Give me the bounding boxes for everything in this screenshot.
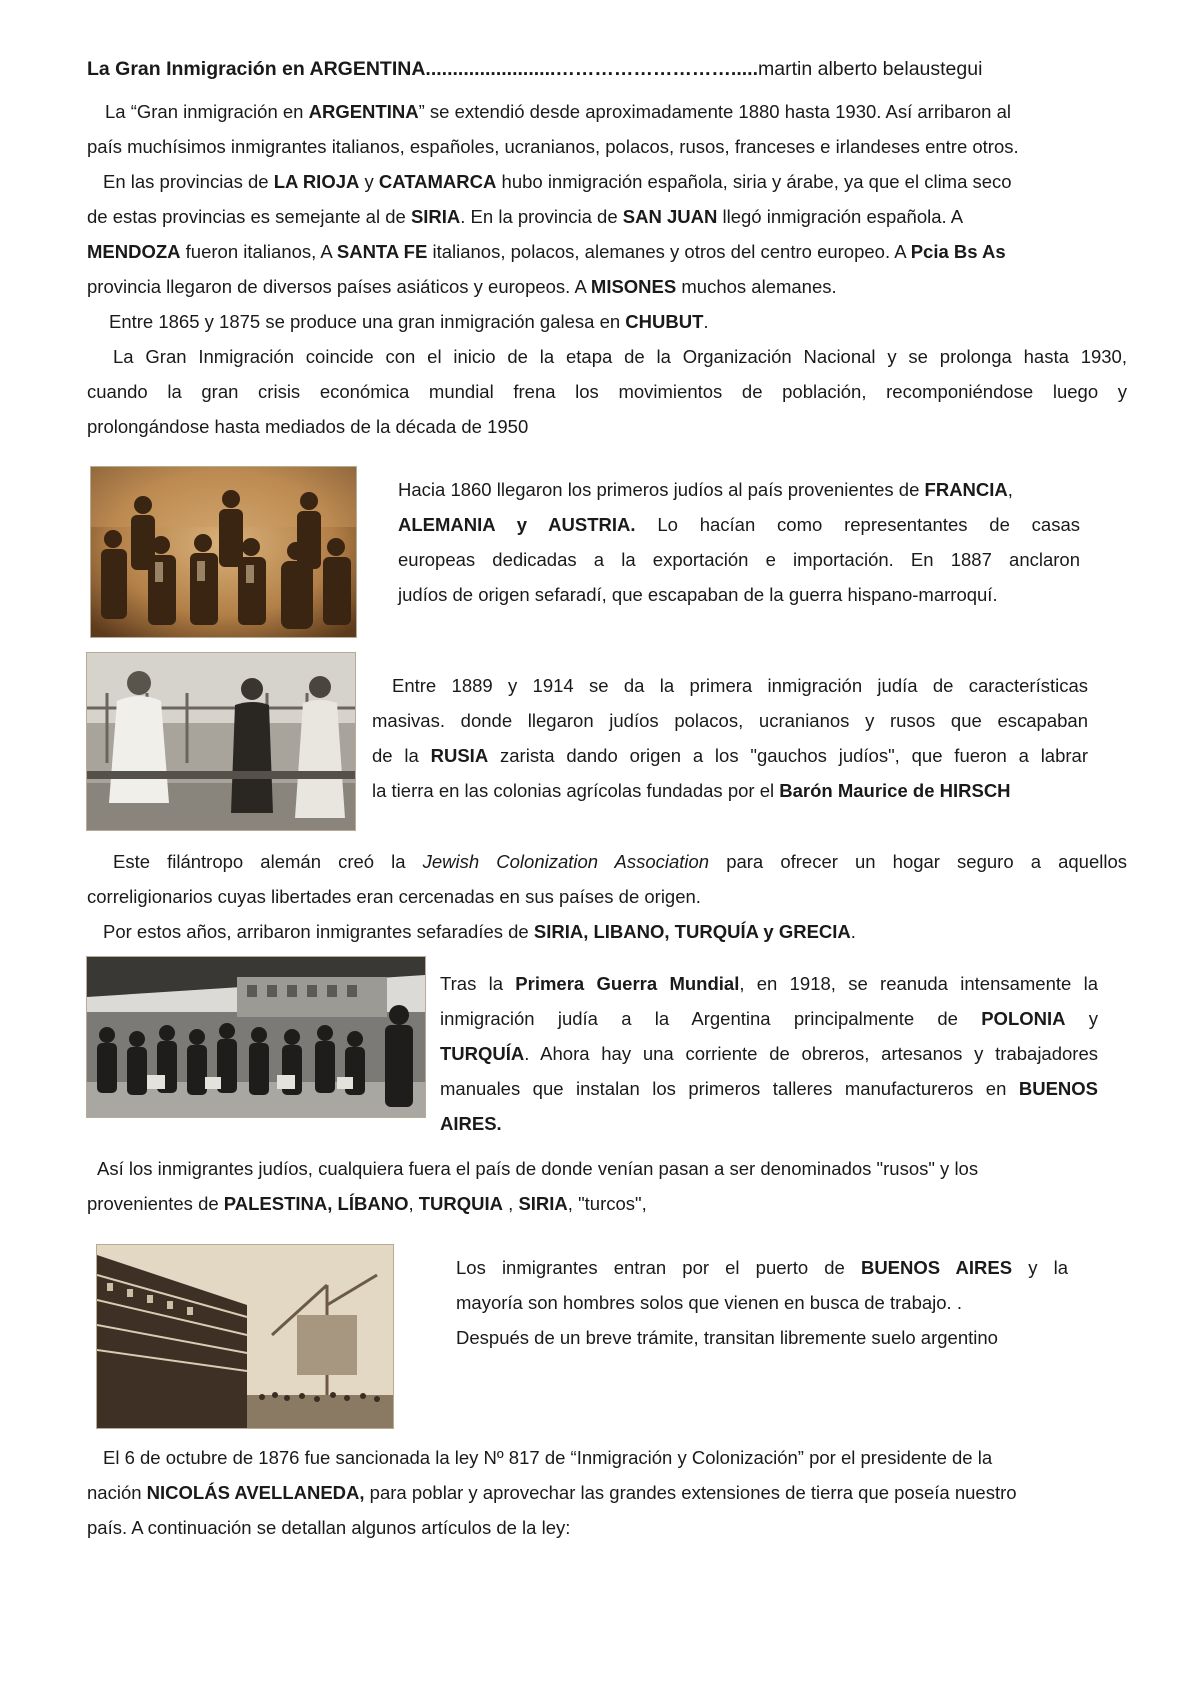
photo-immigrant-family-portrait	[90, 466, 357, 638]
title-main: La Gran Inmigración en ARGENTINA	[87, 58, 426, 80]
paragraph-sefaradies: Por estos años, arribaron inmigrantes sefaradíes de SIRIA, LIBANO, TURQUÍA y GRECIA.	[103, 921, 856, 942]
paragraph-jewish-colonization-association: Este filántropo alemán creó la Jewish Colonization Association para ofrecer un hogar seguro a aquellos correligionarios cuyas libertades eran cercenadas en sus países de origen.	[87, 851, 1128, 907]
paragraph-primeros-judios: Hacia 1860 llegaron los primeros judíos al país provenientes de FRANCIA, ALEMANIA y AUSTRIA. Lo hacían como representantes de casas europeas dedicadas a la exportación e importación. En 1887 anclaron judíos de origen sefaradí, que escapaban de la guerra hispano-marroquí.	[398, 479, 1080, 605]
sepia-group-portrait-image	[91, 467, 356, 637]
paragraph-inmigracion-masiva: Entre 1889 y 1914 se da la primera inmigración judía de características masivas. donde llegaron judíos polacos, ucranianos y rusos que escapaban de la RUSIA zarista dando origen a los "gauchos judíos", que fueron a labrar la tierra en las colonias agrícolas fundadas por el Barón Maurice de HIRSCH	[372, 675, 1088, 801]
paragraph-gran-inmigracion: La “Gran inmigración en ARGENTINA” se extendió desde aproximadamente 1880 hasta 1930. Así arribaron al país muchísimos inmigrantes italianos, españoles, ucranianos, polacos, rusos, franceses e irlandeses entre otros.	[87, 101, 1019, 157]
paragraph-puerto-buenos-aires: Los inmigrantes entran por el puerto de BUENOS AIRES y la mayoría son hombres solos que vienen en busca de trabajo. . Después de un breve trámite, transitan libremente suelo argentino	[456, 1257, 1068, 1348]
title-author: martin alberto belaustegui	[758, 58, 983, 80]
paragraph-rusos-turcos: Así los inmigrantes judíos, cualquiera fuera el país de donde venían pasan a ser denominados "rusos" y los provenientes de PALESTINA, LÍBANO, TURQUIA , SIRIA, "turcos",	[87, 1158, 979, 1214]
photo-immigrants-arrival-crowd	[86, 956, 426, 1118]
title-dots: ........................……………………….....	[425, 58, 759, 80]
paragraph-provincias: En las provincias de LA RIOJA y CATAMARCA hubo inmigración española, siria y árabe, ya que el clima seco de estas provincias es semejante al de SIRIA. En la provincia de SAN JUAN llegó inmigración española. A MENDOZA fueron italianos, A SANTA FE italianos, polacos, alemanes y otros del centro europeo. A Pcia Bs As provincia llegaron de diversos países asiáticos y europeos. A MISONES muchos alemanes.	[87, 171, 1012, 297]
black-white-colonists-image	[87, 653, 355, 830]
paragraph-organizacion-nacional: La Gran Inmigración coincide con el inicio de la etapa de la Organización Nacional y se prolonga hasta 1930, cuando la gran crisis económica mundial frena los movimientos de población, recomponiéndose luego y prolongándose hasta mediados de la década de 1950	[87, 346, 1127, 437]
sepia-port-ship-image	[97, 1245, 393, 1428]
photo-jewish-colonists	[86, 652, 356, 831]
paragraph-primera-guerra-mundial: Tras la Primera Guerra Mundial, en 1918, se reanuda intensamente la inmigración judía a la Argentina principalmente de POLONIA y TURQUÍA. Ahora hay una corriente de obreros, artesanos y trabajadores manuales que instalan los primeros talleres manufactureros en BUENOS AIRES.	[440, 973, 1098, 1134]
photo-ship-buenos-aires-port	[96, 1244, 394, 1429]
paragraph-chubut: Entre 1865 y 1875 se produce una gran inmigración galesa en CHUBUT.	[109, 311, 709, 332]
black-white-crowd-image	[87, 957, 425, 1117]
paragraph-ley-817: El 6 de octubre de 1876 fue sancionada la ley Nº 817 de “Inmigración y Colonización” por el presidente de la nación NICOLÁS AVELLANEDA, para poblar y aprovechar las grandes extensiones de tierra que poseía nuestro país. A continuación se detallan algunos artículos de la ley:	[87, 1447, 1017, 1538]
document-title	[87, 52, 1127, 87]
